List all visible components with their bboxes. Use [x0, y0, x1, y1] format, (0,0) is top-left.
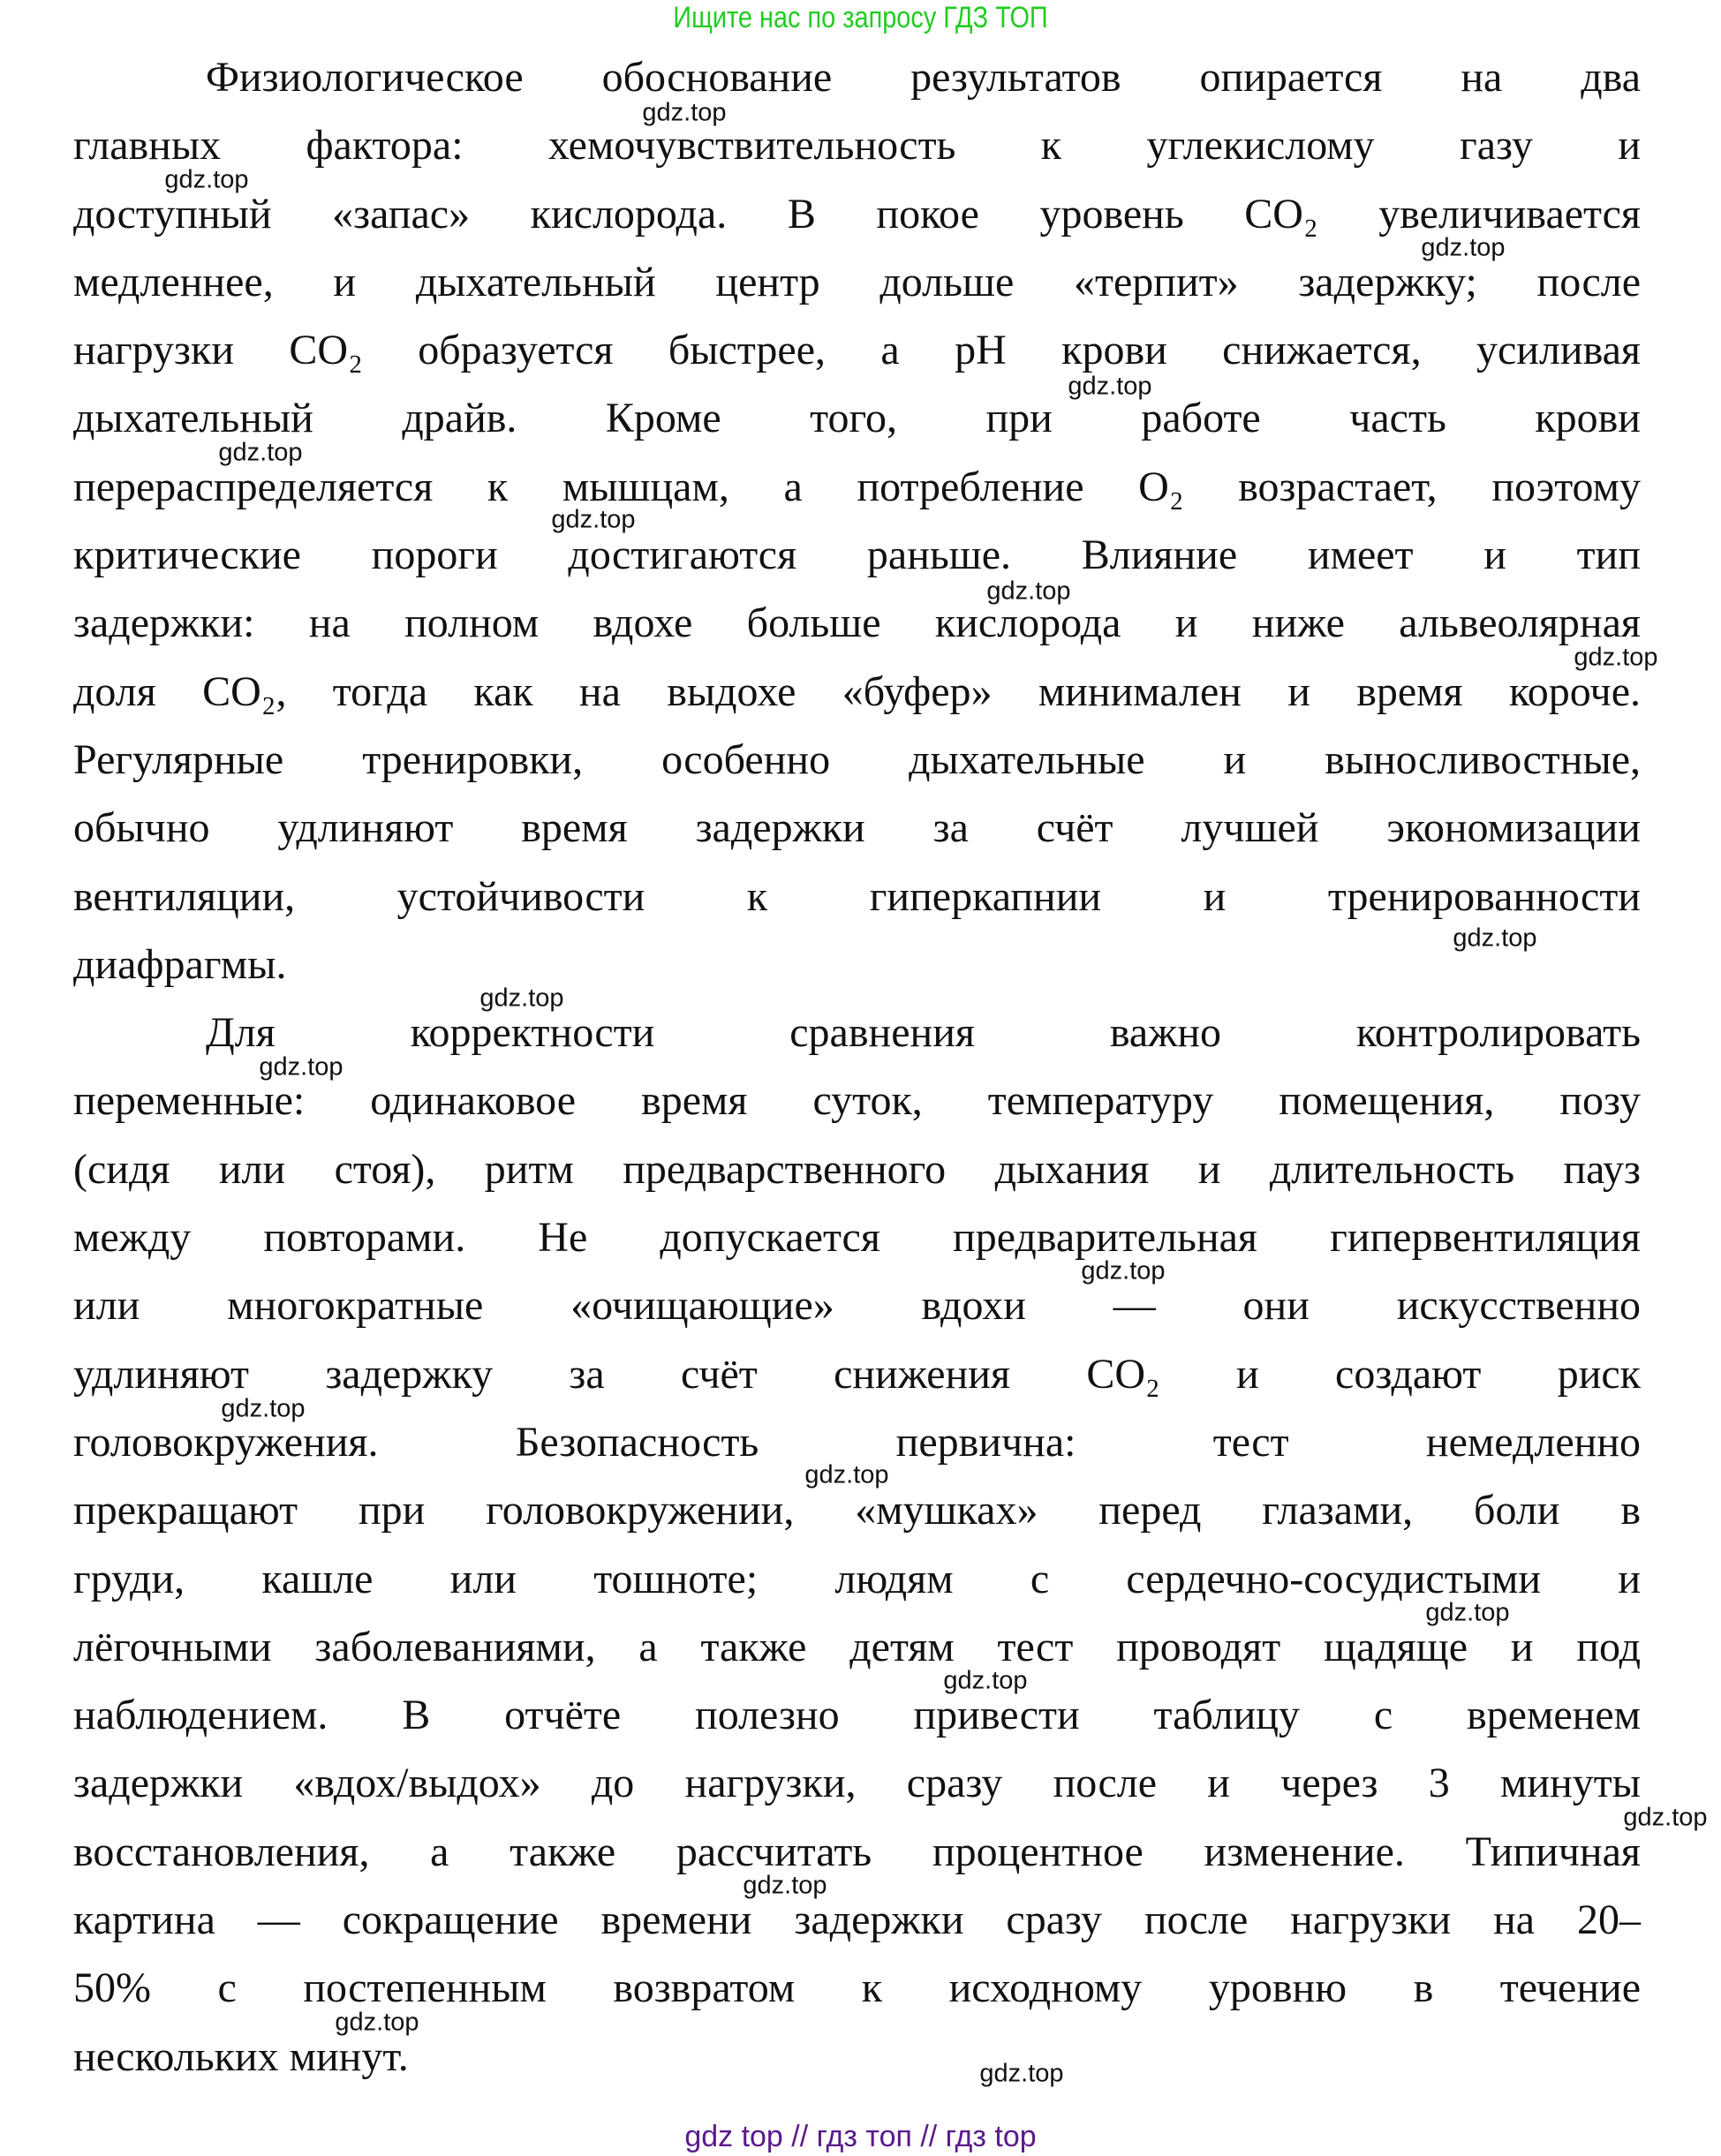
watermark-text: gdz.top [986, 577, 1071, 606]
search-hint-banner: Ищите нас по запросу ГДЗ ТОП [673, 1, 1048, 34]
watermark-text: gdz.top [743, 1871, 827, 1900]
text-line: диафрагмы. [73, 940, 287, 988]
text-line: между повторами. Не допускается предварительная гипервентиляция [73, 1214, 1641, 1262]
watermark-text: gdz.top [259, 1052, 343, 1082]
text-line: дыхательный драйв. Кроме того, при работе часть крови [73, 395, 1641, 442]
text-line: задержки: на полном вдохе больше кислорода и ниже альвеолярная [73, 599, 1641, 647]
watermark-text: gdz.top [943, 1666, 1028, 1695]
text-line: переменные: одинаковое время суток, температуру помещения, позу [73, 1077, 1641, 1125]
text-line: главных фактора: хемочувствительность к углекислому газу и [73, 122, 1641, 170]
watermark-text: gdz.top [479, 984, 564, 1013]
paragraph-methodology [73, 999, 1641, 2091]
text-line: прекращают при головокружении, «мушках» перед глазами, боли в [73, 1487, 1641, 1534]
watermark-text: gdz.top [804, 1460, 889, 1489]
text-line: медленнее, и дыхательный центр дольше «терпит» задержку; после [73, 258, 1641, 305]
text-line: доля CO₂, тогда как на выдохе «буфер» минимален и время короче. [73, 667, 1641, 715]
text-line: перераспределяется к мышцам, а потребление O₂ возрастает, поэтому [73, 463, 1641, 510]
watermark-text: gdz.top [218, 438, 303, 467]
text-line: задержки «вдох/выдох» до нагрузки, сразу после и через 3 минуты [73, 1760, 1641, 1807]
watermark-text: gdz.top [335, 2008, 419, 2037]
text-line: восстановления, а также рассчитать процентное изменение. Типичная [73, 1828, 1641, 1875]
watermark-text: gdz.top [1425, 1598, 1510, 1627]
text-line: или многократные «очищающие» вдохи — они искусственно [73, 1282, 1641, 1330]
text-line: Регулярные тренировки, особенно дыхательные и выносливостные, [73, 735, 1641, 783]
watermark-text: gdz.top [1453, 923, 1537, 953]
text-line: нагрузки CO₂ образуется быстрее, а pH крови снижается, усиливая [73, 327, 1641, 374]
text-line: удлиняют задержку за счёт снижения CO₂ и создают риск [73, 1350, 1641, 1398]
text-line: (сидя или стоя), ритм предварственного дыхания и длительность пауз [73, 1145, 1641, 1193]
text-line: головокружения. Безопасность первична: тест немедленно [73, 1418, 1641, 1466]
text-line: Физиологическое обоснование результатов опирается на два [206, 54, 1641, 101]
text-line: лёгочными заболеваниями, а также детям тест проводят щадяще и под [73, 1623, 1641, 1670]
text-line: наблюдением. В отчёте полезно привести таблицу с временем [73, 1692, 1641, 1739]
text-line: обычно удлиняют время задержки за счёт лучшей экономизации [73, 804, 1641, 852]
text-line: картина — сокращение времени задержки сразу после нагрузки на 20– [73, 1896, 1641, 1944]
text-line: Для корректности сравнения важно контролировать [206, 1009, 1641, 1057]
watermark-text: gdz.top [642, 98, 727, 127]
text-line: критические пороги достигаются раньше. Влияние имеет и тип [73, 531, 1641, 579]
text-line: вентиляции, устойчивости к гиперкапнии и тренированности [73, 872, 1641, 920]
watermark-text: gdz.top [221, 1394, 306, 1423]
text-line: нескольких минут. [73, 2032, 409, 2080]
watermark-text: gdz.top [1623, 1803, 1708, 1832]
watermark-text: gdz.top [979, 2059, 1064, 2088]
watermark-text: gdz.top [1421, 233, 1506, 262]
text-line: груди, кашле или тошноте; людям с сердечно-сосудистыми и [73, 1555, 1641, 1602]
watermark-text: gdz.top [1574, 643, 1658, 672]
watermark-text: gdz.top [164, 165, 249, 194]
text-line: доступный «запас» кислорода. В покое уровень CO₂ увеличивается [73, 190, 1641, 237]
watermark-text: gdz.top [551, 505, 636, 534]
watermark-text: gdz.top [1068, 372, 1152, 401]
paragraph-physiology [73, 43, 1641, 999]
footer-links: gdz top // гдз топ // гдз top [684, 2120, 1037, 2153]
watermark-text: gdz.top [1081, 1256, 1166, 1285]
text-line: 50% с постепенным возвратом к исходному уровню в течение [73, 1964, 1641, 2012]
